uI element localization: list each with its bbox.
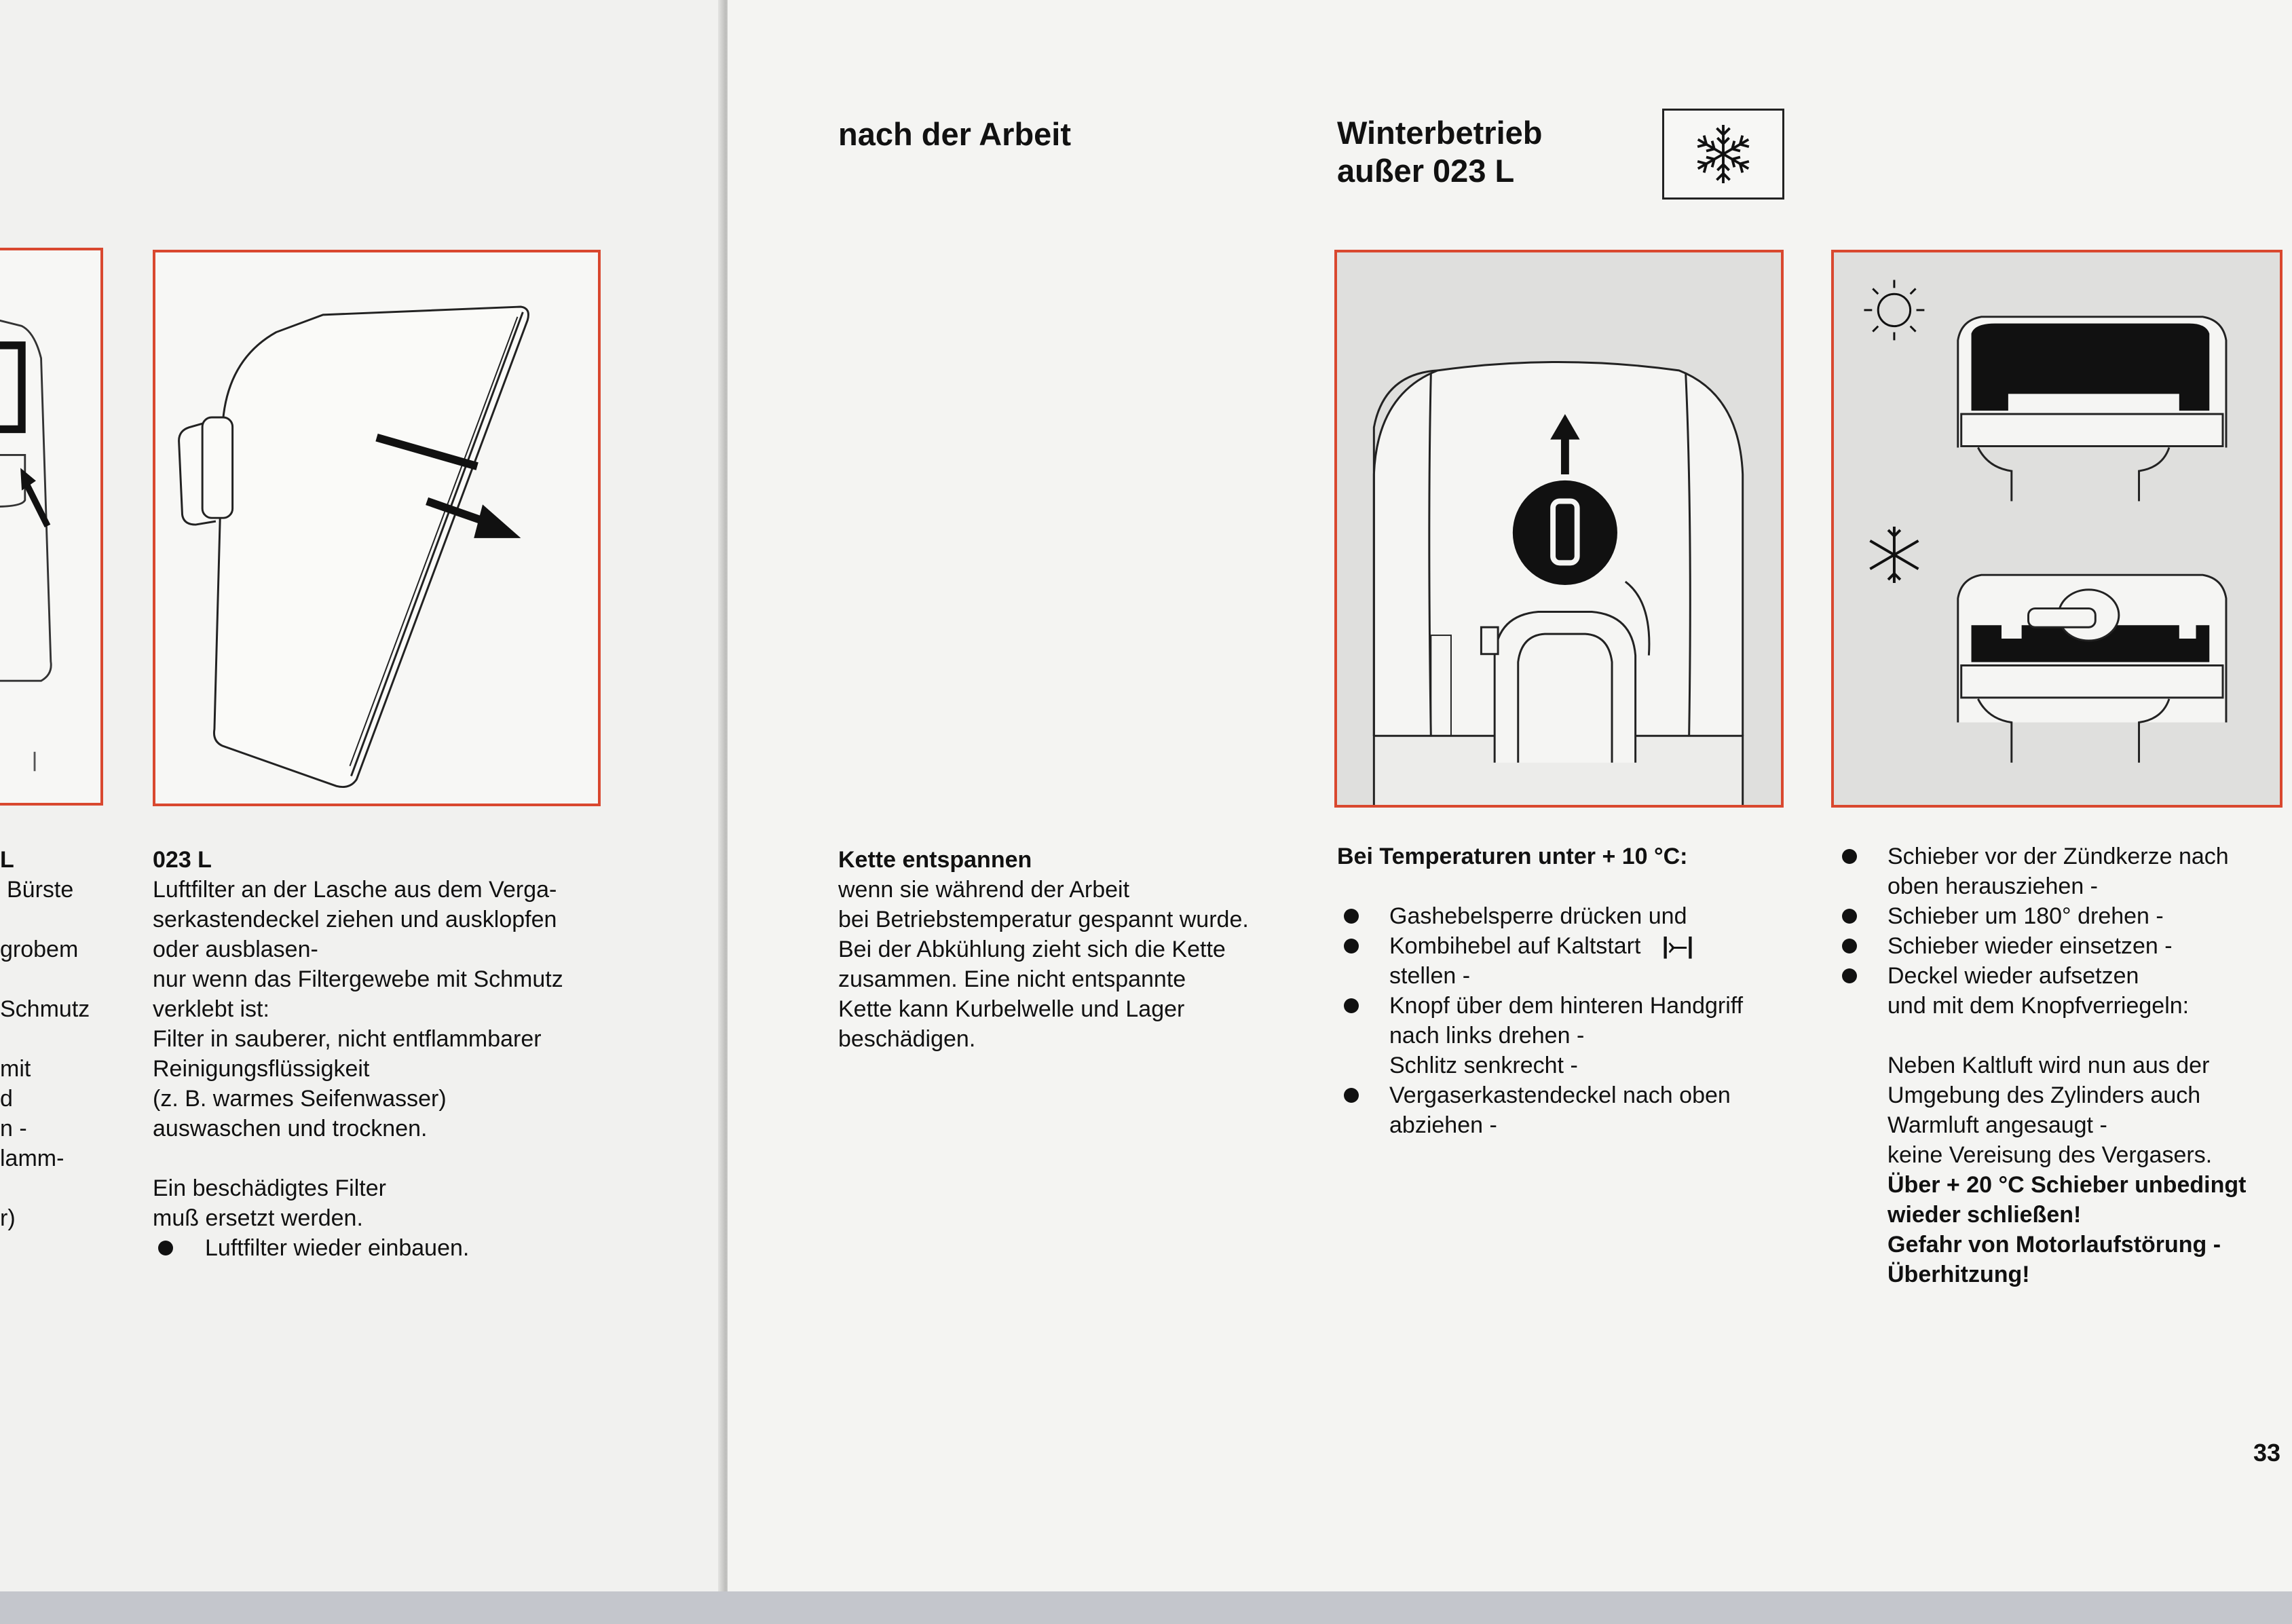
section-subtitle: Kette entspannen <box>838 847 1032 873</box>
partial-line: mit <box>0 1056 31 1082</box>
partial-line: Schmutz <box>0 996 90 1022</box>
bullet-dot <box>1842 939 1857 953</box>
text-line: Reinigungsflüssigkeit <box>153 1056 370 1082</box>
text-line: zusammen. Eine nicht entspannte <box>838 966 1186 992</box>
bullet-item <box>1337 931 1743 961</box>
bullet-item <box>1835 901 2246 931</box>
left-page <box>0 0 723 1591</box>
partial-text-column <box>0 845 90 1233</box>
partial-line <box>0 1173 90 1203</box>
winter-text-column <box>1337 842 1743 1140</box>
bullet-item <box>1835 961 2246 991</box>
warning-line: Überhitzung! <box>1887 1262 2030 1287</box>
text-line: keine Vereisung des Vergasers. <box>1887 1142 2213 1168</box>
snowflake-icon <box>1664 111 1782 197</box>
heading-line: Winterbetrieb <box>1337 115 1543 151</box>
bullet-continuation: nach links drehen - <box>1389 1023 1585 1049</box>
bullet-dot <box>1842 909 1857 924</box>
partial-illustration-frame <box>0 248 103 806</box>
bullet-continuation: Schlitz senkrecht - <box>1389 1053 1578 1078</box>
text-line: auswaschen und trocknen. <box>153 1116 428 1141</box>
heading-line: außer 023 L <box>1337 153 1515 189</box>
partial-line <box>0 964 90 994</box>
air-filter-illustration-frame <box>153 250 601 806</box>
page-number: 33 <box>2253 1439 2281 1467</box>
bullet-dot <box>1344 998 1359 1013</box>
snowflake-icon <box>1870 527 1918 583</box>
shutter-text-column <box>1835 842 2246 1289</box>
partial-line: grobem <box>0 937 79 962</box>
text-line: Neben Kaltluft wird nun aus der <box>1887 1053 2210 1078</box>
carburetor-shutter-illustration <box>1834 252 2280 805</box>
bullet-continuation: und mit dem Knopfverriegeln: <box>1887 993 2190 1019</box>
partial-line: lamm- <box>0 1146 64 1171</box>
text-line: oder ausblasen- <box>153 937 318 962</box>
section-heading: nach der Arbeit <box>838 116 1071 152</box>
rear-handle-knob-illustration <box>1337 252 1781 805</box>
warning-line: wieder schließen! <box>1887 1202 2082 1228</box>
bullet-text: Luftfilter wieder einbauen. <box>205 1235 470 1261</box>
text-line: verklebt ist: <box>153 996 269 1022</box>
bullet-item <box>153 1233 563 1263</box>
text-line: muß ersetzt werden. <box>153 1205 363 1231</box>
bullet-text: Kombihebel auf Kaltstart <box>1389 933 1641 959</box>
bullet-dot <box>1842 849 1857 864</box>
bullet-dot <box>1344 1088 1359 1103</box>
bullet-text: Vergaserkastendeckel nach oben <box>1389 1082 1731 1108</box>
partial-line: L <box>0 847 14 873</box>
text-line: nur wenn das Filtergewebe mit Schmutz <box>153 966 563 992</box>
shutter-illustration-frame <box>1831 250 2282 808</box>
text-line: Bei der Abkühlung zieht sich die Kette <box>838 937 1226 962</box>
warning-line: Gefahr von Motorlaufstörung - <box>1887 1232 2221 1258</box>
section-title: 023 L <box>153 847 212 873</box>
bullet-item <box>1337 991 1743 1021</box>
partial-line <box>0 1024 90 1054</box>
snowflake-badge <box>1662 109 1784 200</box>
chain-text-column <box>838 845 1249 1054</box>
text-line: wenn sie während der Arbeit <box>838 877 1130 903</box>
cold-start-symbol: |⤚| <box>1661 933 1694 959</box>
partial-line <box>0 905 90 934</box>
warning-line: Über + 20 °C Schieber unbedingt <box>1887 1172 2247 1198</box>
bullet-item <box>1835 842 2246 871</box>
partial-line: r) <box>0 1205 16 1231</box>
text-line: Filter in sauberer, nicht entflammbarer <box>153 1026 542 1052</box>
partial-line: n - <box>0 1116 27 1141</box>
bullet-item <box>1337 901 1743 931</box>
scan-background <box>0 1591 2292 1624</box>
bullet-text: Gashebelsperre drücken und <box>1389 903 1687 929</box>
air-filter-removal-illustration <box>155 252 598 804</box>
bullet-text: Deckel wieder aufsetzen <box>1887 963 2139 989</box>
bullet-continuation: oben herausziehen - <box>1887 873 2099 899</box>
bullet-dot <box>158 1241 173 1255</box>
partial-filter-illustration <box>0 250 100 803</box>
text-line: Umgebung des Zylinders auch <box>1887 1082 2201 1108</box>
bullet-dot <box>1344 939 1359 953</box>
text-line: Warmluft angesaugt - <box>1887 1112 2107 1138</box>
knob-illustration-frame <box>1334 250 1784 808</box>
partial-line: Bürste <box>7 877 74 903</box>
sun-icon <box>1864 280 1924 340</box>
text-line: bei Betriebstemperatur gespannt wurde. <box>838 907 1249 932</box>
bullet-dot <box>1344 909 1359 924</box>
bullet-text: Schieber vor der Zündkerze nach <box>1887 844 2229 869</box>
bullet-item <box>1337 1080 1743 1110</box>
bullet-dot <box>1842 968 1857 983</box>
air-filter-text-column <box>153 845 563 1263</box>
bullet-continuation: abziehen - <box>1389 1112 1497 1138</box>
text-line: beschädigen. <box>838 1026 976 1052</box>
partial-line: d <box>0 1086 13 1112</box>
text-line: Luftfilter an der Lasche aus dem Verga- <box>153 877 557 903</box>
temperature-intro: Bei Temperaturen unter + 10 °C: <box>1337 844 1688 869</box>
text-line: Kette kann Kurbelwelle und Lager <box>838 996 1185 1022</box>
text-line: serkastendeckel ziehen und ausklopfen <box>153 907 557 932</box>
winter-heading <box>1337 114 1543 190</box>
bullet-text: Schieber um 180° drehen - <box>1887 903 2164 929</box>
bullet-continuation: stellen - <box>1389 963 1471 989</box>
bullet-text: Schieber wieder einsetzen - <box>1887 933 2173 959</box>
text-line: Ein beschädigtes Filter <box>153 1175 386 1201</box>
bullet-item <box>1835 931 2246 961</box>
text-line: (z. B. warmes Seifenwasser) <box>153 1086 447 1112</box>
bullet-text: Knopf über dem hinteren Handgriff <box>1389 993 1744 1019</box>
